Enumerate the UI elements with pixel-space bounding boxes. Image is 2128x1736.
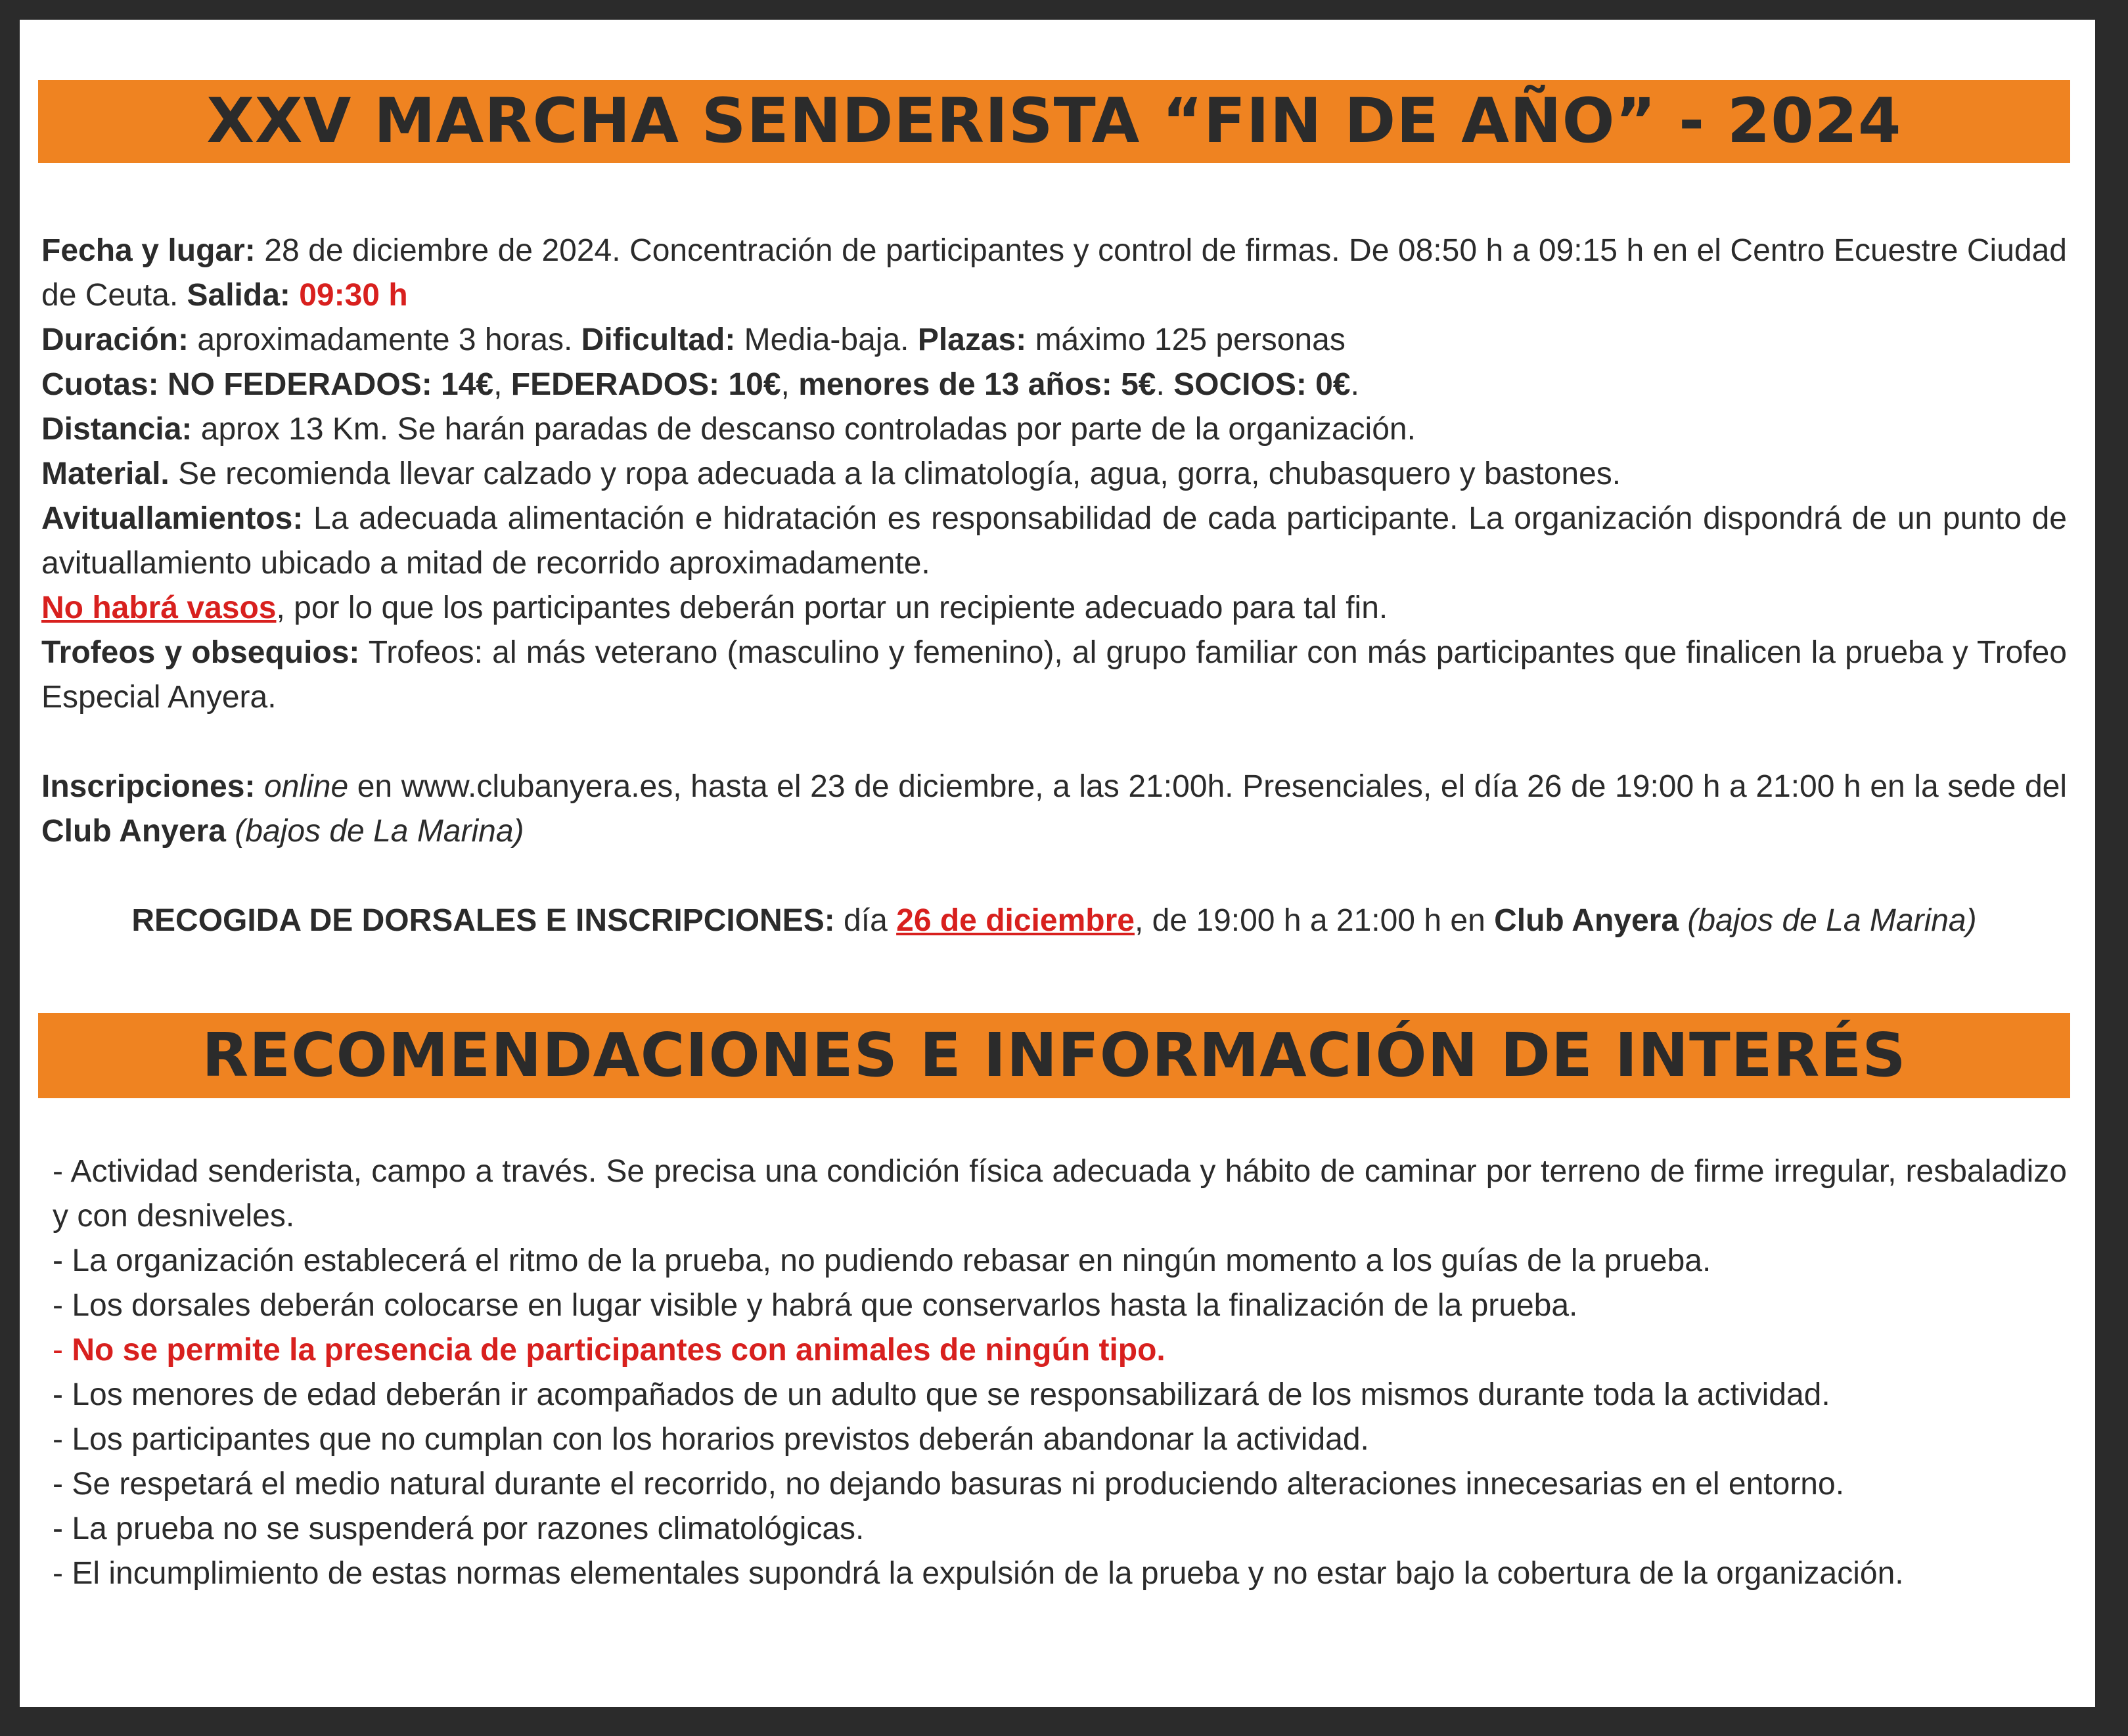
- cuota-no-federados: Cuotas: NO FEDERADOS: 14€: [41, 367, 494, 402]
- inscripciones-text: en www.clubanyera.es, hasta el 23 de diciembre, a las 21:00h. Presenciales, el día 26 de 19:00 h a 21:00 h en la sede del: [348, 769, 2067, 804]
- duracion-label: Duración:: [41, 323, 189, 357]
- recommendation-item: - Actividad senderista, campo a través. Se precisa una condición física adecuada y hábito de caminar por terreno de firme irregular, resbaladizo y con desniveles.: [53, 1154, 2067, 1234]
- poster-frame: [20, 20, 2095, 1707]
- duracion-text: aproximadamente 3 horas.: [189, 323, 581, 357]
- distancia-paragraph: [41, 407, 2067, 452]
- recommendation-item: - Los menores de edad deberán ir acompañados de un adulto que se responsabilizará de los mismos durante toda la actividad.: [53, 1377, 1830, 1412]
- recommendation-item: - Los dorsales deberán colocarse en lugar visible y habrá que conservarlos hasta la finalización de la prueba.: [53, 1288, 1578, 1323]
- inscripciones-club: Club Anyera: [41, 814, 226, 849]
- vasos-highlight: No habrá vasos: [41, 590, 277, 625]
- spacer: [41, 854, 2067, 899]
- recogida-horario: , de 19:00 h a 21:00 h en: [1134, 903, 1495, 938]
- recommendation-item: - Los participantes que no cumplan con los horarios previstos deberán abandonar la actividad.: [53, 1422, 1369, 1457]
- cuota-federados: FEDERADOS: 10€: [510, 367, 781, 402]
- recommendation-item: - La prueba no se suspenderá por razones climatológicas.: [53, 1511, 865, 1546]
- recogida-bajos: (bajos de La Marina): [1679, 903, 1977, 938]
- avituallamientos-text: La adecuada alimentación e hidratación es responsabilidad de cada participante. La organización dispondrá de un punto de avituallamiento ubicado a mitad de recorrido aproximadamente.: [41, 501, 2067, 581]
- inscripciones-bajos: (bajos de La Marina): [225, 814, 524, 849]
- recommendations-section: [53, 1149, 2067, 1596]
- avituallamientos-paragraph: [41, 497, 2067, 586]
- recogida-fecha: 26 de diciembre: [896, 903, 1135, 938]
- salida-time: 09:30 h: [290, 278, 408, 313]
- cuota-sep-1: ,: [493, 367, 511, 402]
- inscripciones-paragraph: [41, 765, 2067, 854]
- recogida-club: Club Anyera: [1494, 903, 1679, 938]
- recommendation-item: - Se respetará el medio natural durante el recorrido, no dejando basuras ni produciendo alteraciones innecesarias en el entorno.: [53, 1467, 1845, 1502]
- cuota-end: .: [1350, 367, 1359, 402]
- trofeos-label: Trofeos y obsequios:: [41, 635, 360, 670]
- fecha-lugar-paragraph: [41, 229, 2067, 318]
- inscripciones-online: online: [255, 769, 349, 804]
- recommendation-dash: -: [53, 1333, 72, 1368]
- cuota-socios: SOCIOS: 0€: [1173, 367, 1351, 402]
- cuotas-paragraph: [41, 363, 2067, 407]
- fecha-label: Fecha y lugar:: [41, 233, 256, 268]
- inscripciones-label: Inscripciones:: [41, 769, 256, 804]
- recommendations-title: RECOMENDACIONES E INFORMACIÓN DE INTERÉS: [202, 1020, 1907, 1090]
- recogida-label: RECOGIDA DE DORSALES E INSCRIPCIONES:: [131, 903, 835, 938]
- plazas-text: máximo 125 personas: [1026, 323, 1346, 357]
- dificultad-label: Dificultad:: [581, 323, 736, 357]
- recogida-dia: día: [834, 903, 897, 938]
- dificultad-text: Media-baja.: [735, 323, 918, 357]
- trofeos-text: Trofeos: al más veterano (masculino y femenino), al grupo familiar con más participantes que finalicen la prueba y Trofeo Especial Anyera.: [41, 635, 2067, 715]
- salida-label: Salida:: [187, 278, 290, 313]
- recommendation-item: - El incumplimiento de estas normas elementales supondrá la expulsión de la prueba y no estar bajo la cobertura de la organización.: [53, 1556, 1904, 1591]
- plazas-label: Plazas:: [917, 323, 1027, 357]
- distancia-text: aprox 13 Km. Se harán paradas de descanso controladas por parte de la organización.: [192, 412, 1416, 447]
- recommendation-item: - La organización establecerá el ritmo de la prueba, no pudiendo rebasar en ningún momento a los guías de la prueba.: [53, 1243, 1711, 1278]
- vasos-text: , por lo que los participantes deberán portar un recipiente adecuado para tal fin.: [276, 590, 1388, 625]
- recommendation-item-animals: [53, 1328, 2067, 1373]
- material-label: Material.: [41, 456, 170, 491]
- main-title: XXV MARCHA SENDERISTA “FIN DE AÑO” - 2024: [206, 85, 1902, 157]
- material-paragraph: [41, 452, 2067, 497]
- cuota-sep-2: ,: [781, 367, 799, 402]
- animals-warning: No se permite la presencia de participantes con animales de ningún tipo.: [72, 1333, 1166, 1368]
- recogida-paragraph: [41, 899, 2067, 943]
- trofeos-paragraph: [41, 631, 2067, 720]
- avituallamientos-label: Avituallamientos:: [41, 501, 304, 536]
- event-info-section: [41, 229, 2067, 943]
- vasos-paragraph: [41, 586, 2067, 631]
- material-text: Se recomienda llevar calzado y ropa adecuada a la climatología, agua, gorra, chubasquero y bastones.: [169, 456, 1621, 491]
- spacer: [41, 720, 2067, 765]
- cuota-sep-3: .: [1156, 367, 1174, 402]
- recommendations-banner: [38, 1013, 2070, 1098]
- fecha-text: 28 de diciembre de 2024. Concentración de participantes y control de firmas. De 08:50 h a 09:15 h en el Centro Ecuestre Ciudad de Ceuta.: [41, 233, 2067, 313]
- main-title-banner: [38, 80, 2070, 163]
- duracion-paragraph: [41, 318, 2067, 363]
- cuota-menores: menores de 13 años: 5€: [798, 367, 1156, 402]
- distancia-label: Distancia:: [41, 412, 192, 447]
